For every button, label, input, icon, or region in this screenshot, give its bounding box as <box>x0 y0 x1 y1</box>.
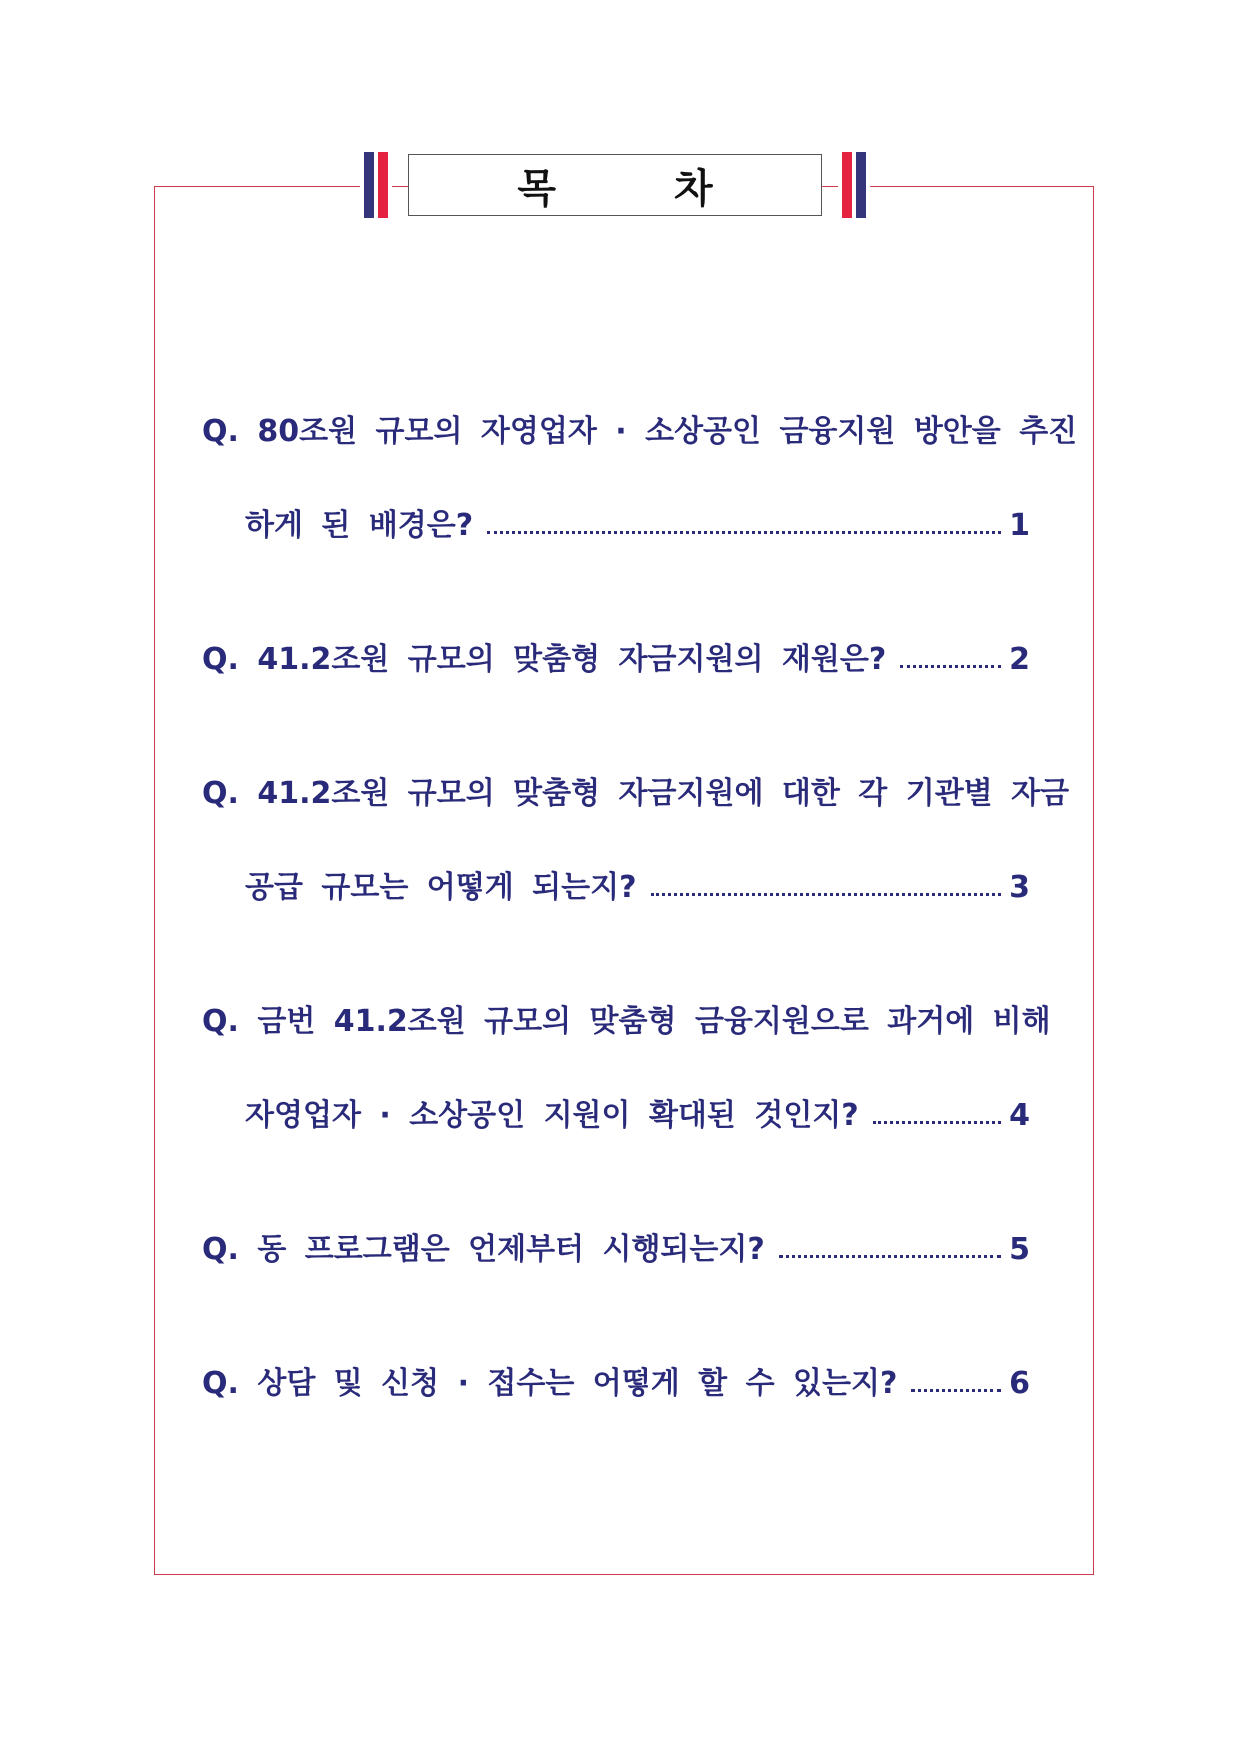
toc-page-number: 4 <box>1009 1098 1030 1133</box>
red-bar <box>378 152 388 218</box>
toc-header <box>360 152 870 218</box>
toc-entry-title: Q. 41.2조원 규모의 맞춤형 자금지원에 대한 각 기관별 자금 <box>202 776 1070 811</box>
toc-page-number: 3 <box>1009 870 1030 905</box>
red-bar <box>842 152 852 218</box>
navy-bar <box>856 152 866 218</box>
toc-page-number: 2 <box>1009 642 1030 677</box>
header-left-bars <box>360 152 392 218</box>
toc-entry-title: Q. 41.2조원 규모의 맞춤형 자금지원의 재원은? <box>202 642 887 677</box>
toc-entry[interactable] <box>202 1203 1030 1297</box>
title-box <box>408 154 822 216</box>
toc-entry[interactable] <box>202 747 1070 935</box>
toc-page-number: 1 <box>1009 508 1030 543</box>
table-of-contents <box>202 385 1078 1431</box>
toc-entry[interactable] <box>202 385 1078 573</box>
toc-entry-title-continued: 공급 규모는 어떻게 되는지? <box>245 870 637 905</box>
toc-entry[interactable] <box>202 1337 1030 1431</box>
toc-entry-title-continued: 하게 된 배경은? <box>245 508 474 543</box>
toc-entry[interactable] <box>202 975 1051 1163</box>
header-right-bars <box>838 152 870 218</box>
page-title: 목 차 <box>517 165 765 212</box>
dot-leader <box>651 893 1002 896</box>
dot-leader <box>900 665 1001 668</box>
toc-page-number: 5 <box>1009 1232 1030 1267</box>
toc-entry-title: Q. 동 프로그램은 언제부터 시행되는지? <box>202 1232 765 1267</box>
toc-entry-title: Q. 금번 41.2조원 규모의 맞춤형 금융지원으로 과거에 비해 <box>202 1004 1051 1039</box>
dot-leader <box>873 1121 1001 1124</box>
toc-entry-title: Q. 상담 및 신청 · 접수는 어떻게 할 수 있는지? <box>202 1366 898 1401</box>
navy-bar <box>364 152 374 218</box>
dot-leader <box>911 1389 1001 1392</box>
toc-entry-title: Q. 80조원 규모의 자영업자 · 소상공인 금융지원 방안을 추진 <box>202 414 1078 449</box>
dot-leader <box>487 531 1001 534</box>
toc-entry-title-continued: 자영업자 · 소상공인 지원이 확대된 것인지? <box>245 1098 859 1133</box>
toc-entry[interactable] <box>202 613 1030 707</box>
dot-leader <box>779 1255 1001 1258</box>
toc-page-number: 6 <box>1009 1366 1030 1401</box>
